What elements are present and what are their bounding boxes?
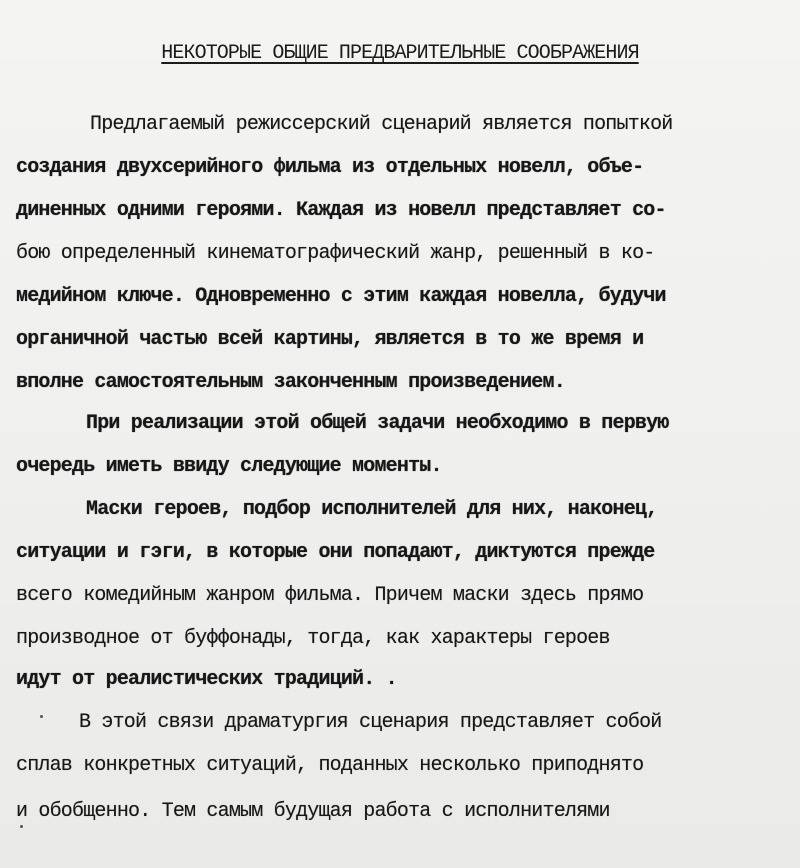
text-line: всего комедийным жанром фильма. Причем маски здесь прямо <box>16 584 644 607</box>
text-line: производное от буффонады, тогда, как характеры героев <box>16 627 610 650</box>
text-line: Маски героев, подбор исполнителей для них, наконец, <box>86 498 658 521</box>
text-line: диненных одними героями. Каждая из новелл представляет со- <box>16 199 666 222</box>
text-line: вполне самостоятельным законченным произведением. <box>16 371 565 394</box>
text-line: очередь иметь ввиду следующие моменты. <box>16 455 442 478</box>
text-line: идут от реалистических традиций. . <box>16 668 397 691</box>
text-line: органичной частью всей картины, является в то же время и <box>16 328 644 351</box>
page-title: НЕКОТОРЫЕ ОБЩИЕ ПРЕДВАРИТЕЛЬНЫЕ СООБРАЖЕНИЯ <box>161 42 639 65</box>
text-line: бою определенный кинематографический жанр, решенный в ко- <box>16 242 655 265</box>
ink-speck <box>40 715 43 718</box>
text-line: создания двухсерийного фильма из отдельных новелл, объе- <box>16 156 644 179</box>
text-line: ситуации и гэги, в которые они попадают, диктуются прежде <box>16 541 655 564</box>
text-line: медийном ключе. Одновременно с этим каждая новелла, будучи <box>16 285 666 308</box>
text-line: В этой связи драматургия сценария представляет собой <box>79 711 662 734</box>
text-line: и обобщенно. Тем самым будущая работа с исполнителями <box>16 800 610 823</box>
text-line: При реализации этой общей задачи необходимо в первую <box>86 412 669 435</box>
text-line: сплав конкретных ситуаций, поданных несколько приподнято <box>16 754 644 777</box>
ink-speck <box>20 825 23 828</box>
text-line: Предлагаемый режиссерский сценарий является попыткой <box>90 113 673 136</box>
